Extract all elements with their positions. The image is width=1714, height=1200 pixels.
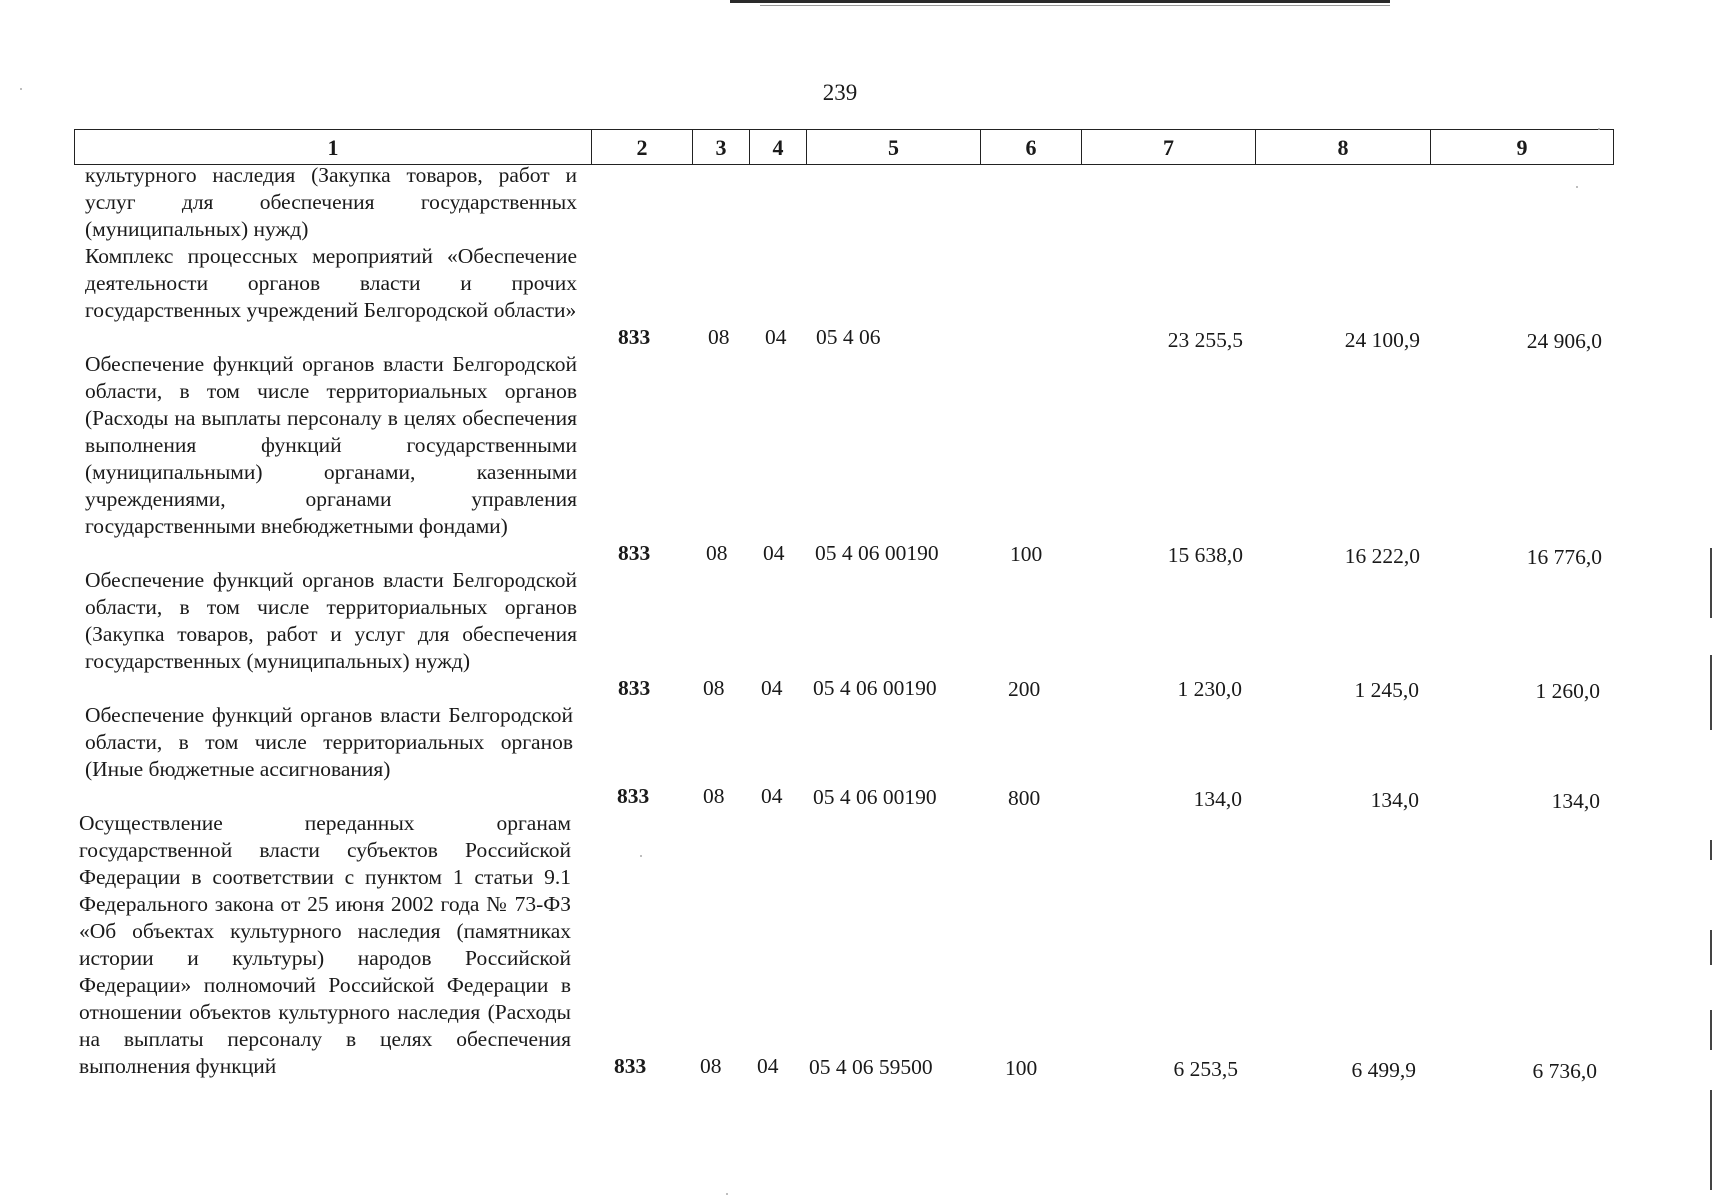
header-col-7: 7 [1081,130,1255,164]
row-description: Обеспечение функций органов власти Белгородской области, в том числе территориальных органов (Расходы на выплаты персоналу в целях обеспечения выполнения функций государственными (муниципальными) органами, казенными учреждениями, органами управления государственными внебюджетными фондами) [85,352,577,538]
scan-speck [640,855,642,857]
ministry-code: 833 [618,541,651,565]
subsection-code: 04 [761,784,783,808]
header-col-3: 3 [692,130,749,164]
page-number: 239 [822,80,858,105]
header-col-6: 6 [980,130,1081,164]
header-col-2: 2 [591,130,692,164]
scan-speck [20,88,22,90]
row-description: Комплекс процессных мероприятий «Обеспечение деятельности органов власти и прочих государственных учреждений Белгородской области» [85,244,577,322]
ministry-code: 833 [617,784,650,808]
scan-speck [726,1193,728,1195]
amount-year-1: 6 253,5 [1173,1057,1238,1081]
subsection-code: 04 [763,541,785,565]
target-article-code: 05 4 06 00190 [813,785,937,809]
row-description: Обеспечение функций органов власти Белгородской области, в том числе территориальных органов (Иные бюджетные ассигнования) [85,703,573,781]
expense-type-code: 100 [1010,542,1043,566]
amount-year-3: 24 906,0 [1526,329,1602,353]
scan-speck [1598,128,1600,130]
amount-year-2: 24 100,9 [1344,328,1420,352]
ministry-code: 833 [618,325,651,349]
section-code: 08 [706,541,728,565]
row-description: Обеспечение функций органов власти Белгородской области, в том числе территориальных органов (Закупка товаров, работ и услуг для обеспечения государственных (муниципальных) нужд) [85,568,577,673]
amount-year-2: 16 222,0 [1344,544,1420,568]
row-description: культурного наследия (Закупка товаров, работ и услуг для обеспечения государственных (муниципальных) нужд) [85,163,577,241]
scan-margin-mark [1710,1090,1712,1190]
amount-year-2: 134,0 [1370,788,1419,812]
amount-year-1: 15 638,0 [1167,543,1243,567]
amount-year-2: 1 245,0 [1354,678,1419,702]
amount-year-1: 23 255,5 [1167,328,1243,352]
amount-year-3: 134,0 [1551,789,1600,813]
section-code: 08 [708,325,730,349]
amount-year-1: 134,0 [1193,787,1242,811]
header-col-1: 1 [327,135,339,160]
amount-year-2: 6 499,9 [1351,1058,1416,1082]
scan-margin-mark [1710,840,1712,860]
scan-edge-line [730,0,1390,3]
target-article-code: 05 4 06 00190 [815,541,939,565]
amount-year-3: 6 736,0 [1532,1059,1597,1083]
section-code: 08 [700,1054,722,1078]
header-col-9: 9 [1430,130,1613,164]
scan-margin-mark [1710,1010,1712,1050]
scan-margin-mark [1710,548,1712,618]
header-col-4: 4 [749,130,806,164]
ministry-code: 833 [614,1054,647,1078]
target-article-code: 05 4 06 59500 [809,1055,933,1079]
target-article-code: 05 4 06 [816,325,881,349]
table-header [74,129,1614,165]
scan-margin-mark [1710,655,1712,730]
subsection-code: 04 [761,676,783,700]
ministry-code: 833 [618,676,651,700]
subsection-code: 04 [765,325,787,349]
expense-type-code: 100 [1005,1056,1038,1080]
section-code: 08 [703,784,725,808]
scan-edge-line [760,5,1390,6]
header-col-8: 8 [1255,130,1430,164]
scan-speck [1576,186,1578,188]
expense-type-code: 200 [1008,677,1041,701]
amount-year-1: 1 230,0 [1177,677,1242,701]
section-code: 08 [703,676,725,700]
row-description: Осуществление переданных органам государственной власти субъектов Российской Федерации в соответствии с пунктом 1 статьи 9.1 Федерального закона от 25 июня 2002 года № 73-ФЗ «Об объектах культурного наследия (памятниках истории и культуры) народов Российской Федерации» полномочий Российской Федерации в отношении объектов культурного наследия (Расходы на выплаты персоналу в целях обеспечения выполнения функций [79,811,571,1078]
amount-year-3: 1 260,0 [1535,679,1600,703]
amount-year-3: 16 776,0 [1526,545,1602,569]
expense-type-code: 800 [1008,786,1041,810]
target-article-code: 05 4 06 00190 [813,676,937,700]
scan-margin-mark [1710,930,1712,965]
subsection-code: 04 [757,1054,779,1078]
header-col-5: 5 [806,130,980,164]
